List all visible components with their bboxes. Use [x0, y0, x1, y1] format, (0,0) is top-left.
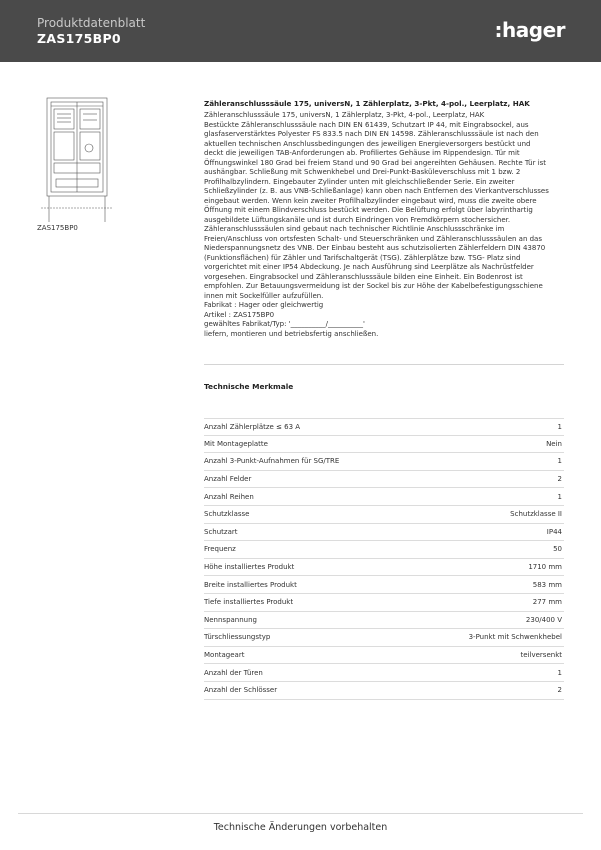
spec-row — [204, 629, 564, 647]
description-line: vorgerichtet mit einer IP54 Abdeckung. Je nach Ausführung sind Leerplätze als Nachrüstfelder — [204, 263, 534, 272]
spec-row — [204, 576, 564, 594]
product-image-caption: ZAS175BP0 — [37, 224, 78, 232]
spec-value: 1 — [557, 668, 562, 677]
product-code: ZAS175BP0 — [37, 31, 121, 46]
spec-label: Anzahl 3-Punkt-Aufnahmen für SG/TRE — [204, 457, 340, 466]
spec-value: Schutzklasse II — [510, 510, 562, 519]
document-type: Produktdatenblatt — [37, 16, 146, 30]
description-line: innen mit Sockelfüller aufzufüllen. — [204, 291, 324, 300]
spec-label: Anzahl Reihen — [204, 492, 254, 501]
spec-row — [204, 471, 564, 489]
footer-note: Technische Änderungen vorbehalten — [213, 822, 388, 833]
spec-value: 583 mm — [532, 580, 562, 589]
spec-value: 2 — [557, 686, 562, 695]
description-line: Bestückte Zähleranschlusssäule nach DIN EN 61439, Schutzart IP 44, mit Eingrabsockel, aus — [204, 120, 529, 129]
spec-row — [204, 647, 564, 665]
description-line: gewähltes Fabrikat/Typ: '__________/__________' — [204, 320, 365, 329]
description-line: Zähleranschlusssäule 175, universN, 1 Zählerplatz, 3-Pkt, 4-pol., Leerplatz, HAK — [204, 111, 485, 120]
description-line: Niederspannungsnetz des VNB. Der Einbau besteht aus schutzisolierten Zählerfeldern DIN 43870 — [204, 244, 546, 253]
spec-label: Mit Montageplatte — [204, 439, 268, 448]
spec-value: 50 — [553, 545, 562, 554]
description-line: ausgebildete Lüftungskanäle und ist durch Eindringen von Fremdkörpern stochersicher. — [204, 215, 511, 224]
description-line: Öffnung mit einem Blindverschluss bestückt werden. Die Belüftung erfolgt über labyrinthartig — [204, 206, 533, 215]
spec-value: 2 — [557, 475, 562, 484]
spec-value: 1710 mm — [528, 563, 562, 572]
section-divider — [204, 364, 564, 365]
description-line: glasfaserverstärktes Polyester FS 833.5 nach DIN EN 14598. Zähleranschlusssäule ist nach den — [204, 130, 539, 139]
description-title: Zähleranschlusssäule 175, universN, 1 Zählerplatz, 3-Pkt, 4-pol., Leerplatz, HAK — [204, 99, 530, 108]
specs-heading: Technische Merkmale — [204, 382, 294, 391]
spec-label: Anzahl der Türen — [204, 668, 263, 677]
description-line: liefern, montieren und betriebsfertig anschließen. — [204, 329, 379, 338]
description-line: Schließzylinder (z. B. aus VNB-Schließanlage) kann oben nach Entfernen des Vierkantverschlusses — [204, 187, 549, 196]
spec-row — [204, 453, 564, 471]
page-header — [0, 0, 601, 62]
spec-label: Anzahl Zählerplätze ≤ 63 A — [204, 422, 301, 431]
spec-value: 3-Punkt mit Schwenkhebel — [468, 633, 562, 642]
description-line: Öffnungswinkel 180 Grad bei freiem Stand und 90 Grad bei angereihten Gehäusen. Rechte Tür ist — [204, 158, 547, 167]
spec-value: teilversenkt — [520, 651, 562, 660]
spec-label: Türschliessungstyp — [204, 633, 271, 642]
spec-value: 1 — [557, 492, 562, 501]
spec-row — [204, 682, 564, 700]
spec-row — [204, 418, 564, 436]
spec-label: Breite installiertes Produkt — [204, 580, 297, 589]
footer-divider — [18, 813, 583, 814]
spec-row — [204, 488, 564, 506]
product-drawing — [37, 96, 121, 224]
description-line: Artikel : ZAS175BP0 — [204, 310, 275, 319]
spec-value: 277 mm — [532, 598, 562, 607]
description-line: aushängbar. Schließung mit Schwenkhebel und Drei-Punkt-Basküleverschluss mit 1 bzw. 2 — [204, 168, 521, 177]
spec-value: 1 — [557, 422, 562, 431]
description-line: deckt die jeweiligen TAB-Anforderungen ab. Profiliertes Gehäuse im Rippendesign. Tür mit — [204, 149, 520, 158]
product-description — [204, 99, 566, 339]
description-line: (Funktionsflächen) für Zähler und Tarifschaltgerät (TSG). Zählerplätze bzw. TSG- Platz sind — [204, 253, 521, 262]
spec-label: Nennspannung — [204, 615, 257, 624]
spec-row — [204, 436, 564, 454]
spec-value: Nein — [546, 439, 562, 448]
spec-row — [204, 506, 564, 524]
spec-label: Schutzklasse — [204, 510, 250, 519]
spec-row — [204, 664, 564, 682]
spec-row — [204, 594, 564, 612]
spec-row — [204, 541, 564, 559]
spec-label: Schutzart — [204, 527, 238, 536]
description-line: Freien/Anschluss von ortsfesten Schalt- und Steuerschränken und Zähleranschlusssäulen an das — [204, 234, 542, 243]
description-line: aktuellen technischen Anschlussbedingungen des jeweiligen Energieversorgers bestückt und — [204, 139, 531, 148]
spec-label: Anzahl Felder — [204, 475, 252, 484]
spec-value: 230/400 V — [525, 615, 562, 624]
spec-value: 1 — [557, 457, 562, 466]
description-line: eingebaut werden. Wenn kein zweiter Profilhalbzylinder eingebaut wird, muss die zweite obere — [204, 196, 537, 205]
spec-row — [204, 612, 564, 630]
description-line: Fabrikat : Hager oder gleichwertig — [204, 301, 324, 310]
spec-row — [204, 559, 564, 577]
description-line: Profilhalbzylindern. Eingebauter Zylinder unten mit gleichschließender Serie. Ein zweiter — [204, 177, 515, 186]
spec-label: Montageart — [204, 651, 245, 660]
description-line: vorgesehen. Eingrabsockel und Zähleranschlusssäule bilden eine Einheit. Ein Bodenrost ist — [204, 272, 523, 281]
spec-label: Tiefe installiertes Produkt — [204, 598, 294, 607]
hager-logo: :hager — [494, 18, 565, 42]
specs-table — [204, 418, 564, 700]
description-line: Zähleranschlusssäulen sind gebaut nach technischer Richtlinie Anschlussschränke im — [204, 225, 505, 234]
spec-label: Frequenz — [204, 545, 236, 554]
spec-value: IP44 — [546, 527, 562, 536]
spec-label: Anzahl der Schlösser — [204, 686, 278, 695]
spec-label: Höhe installiertes Produkt — [204, 563, 295, 572]
spec-row — [204, 524, 564, 542]
description-line: empfohlen. Zur Betauungsvermeidung ist der Sockel bis zur Höhe der Kabelbefestigungsschiene — [204, 282, 543, 291]
